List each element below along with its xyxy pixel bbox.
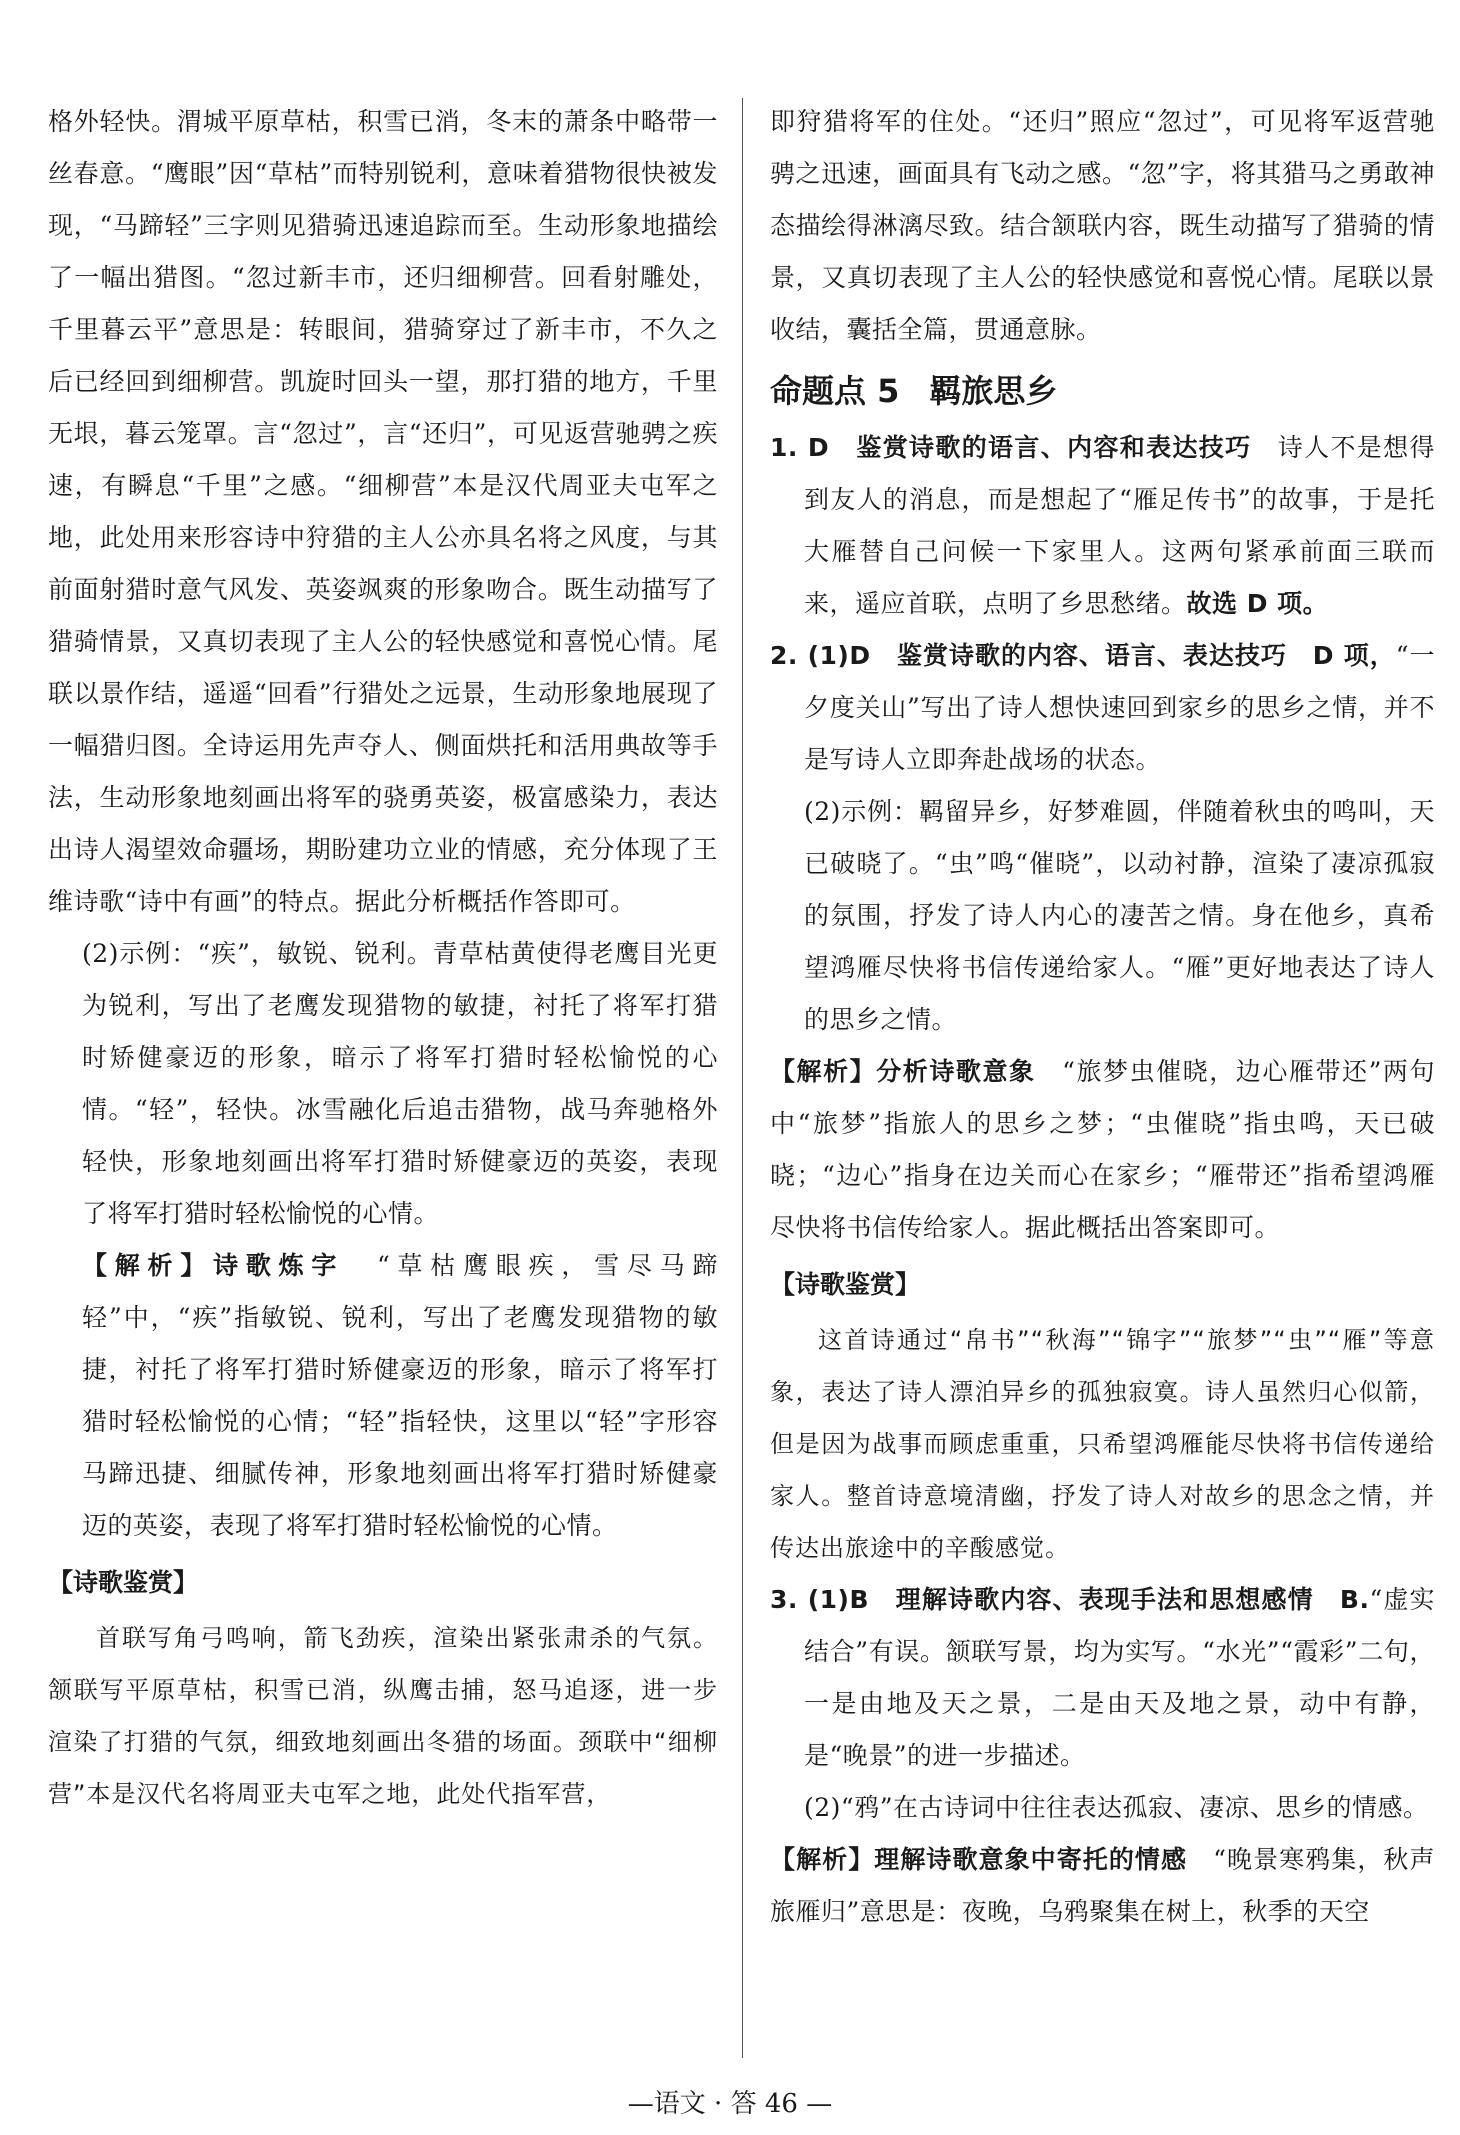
q2-analysis-tag: 【解析】分析诗歌意象 xyxy=(770,1057,1036,1086)
q2-analysis xyxy=(770,1046,1435,1254)
analysis-text: “草枯鹰眼疾，雪尽马蹄轻”中，“疾”指敏锐、锐利，写出了老鹰发现猎物的敏捷，衬托了将军打猎时矫健豪迈的形象，暗示了将军打猎时轻松愉悦的心情；“轻”指轻快，这里以“轻”字形容马蹄迅捷、细腻传神，形象地刻画出将军打猎时矫健豪迈的英姿，表现了将军打猎时轻松愉悦的心情。 xyxy=(82,1251,718,1540)
q3-analysis-tag: 【解析】理解诗歌意象中寄托的情感 xyxy=(770,1845,1188,1874)
q3-heading: 3. (1)B 理解诗歌内容、表现手法和思想感情 xyxy=(770,1585,1314,1614)
q3-option: B. xyxy=(1339,1585,1370,1614)
appreciation-heading: 【诗歌鉴赏】 xyxy=(48,1568,199,1597)
q3-analysis xyxy=(770,1834,1435,1938)
q1-conclusion: 故选 D 项。 xyxy=(1186,589,1329,618)
question-1 xyxy=(770,422,1435,630)
analysis-note xyxy=(48,1240,718,1552)
answer-example: (2)示例：“疾”，敏锐、锐利。青草枯黄使得老鹰目光更为锐利，写出了老鹰发现猎物的敏捷，衬托了将军打猎时矫健豪迈的形象，暗示了将军打猎时轻松愉悦的心情。“轻”，轻快。冰雪融化后追击猎物，战马奔驰格外轻快，形象地刻画出将军打猎时矫健豪迈的英姿，表现了将军打猎时轻松愉悦的心情。 xyxy=(82,939,718,1228)
topic-heading xyxy=(770,360,1435,422)
q1-text: 诗人不是想得到友人的消息，而是想起了“雁足传书”的故事，于是托大雁替自己问候一下家里人。这两句紧承前面三联而来，遥应首联，点明了乡思愁绪。 xyxy=(804,433,1435,618)
q2-heading: 2. (1)D 鉴赏诗歌的内容、语言、表达技巧 xyxy=(770,641,1287,670)
q3-part2: (2)“鸦”在古诗词中往往表达孤寂、凄凉、思乡的情感。 xyxy=(804,1793,1429,1822)
topic-number: 命题点 5 xyxy=(770,372,900,410)
q3-analysis-text: “晚景寒鸦集，秋声旅雁归”意思是：夜晚，乌鸦聚集在树上，秋季的天空 xyxy=(770,1845,1435,1926)
page-footer: —语文 · 答 46 — xyxy=(627,2089,833,2119)
q2-analysis-text: “旅梦虫催晓，边心雁带还”两句中“旅梦”指旅人的思乡之梦；“虫催晓”指虫鸣，天已破晓；“边心”指身在边关而心在家乡；“雁带还”指希望鸿雁尽快将书信传给家人。据此概括出答案即可。 xyxy=(770,1057,1435,1242)
q3-text: “虚实结合”有误。颔联写景，均为实写。“水光”“霞彩”二句，一是由地及天之景，二是由天及地之景，动中有静，是“晚景”的进一步描述。 xyxy=(804,1585,1435,1770)
appreciation-text: 首联写角弓鸣响，箭飞劲疾，渲染出紧张肃杀的气氛。颔联写平原草枯，积雪已消，纵鹰击捕，怒马追逐，进一步渲染了打猎的气氛，细致地刻画出冬猎的场面。颈联中“细柳营”本是汉代名将周亚夫屯军之地，此处代指军营， xyxy=(48,1624,718,1808)
left-column xyxy=(48,96,718,1820)
q2-option: D 项， xyxy=(1312,641,1396,670)
column-divider xyxy=(742,98,743,2058)
topic-title: 羁旅思乡 xyxy=(929,372,1058,410)
question-2 xyxy=(770,630,1435,786)
question-3 xyxy=(770,1574,1435,1782)
appreciation-heading-2: 【诗歌鉴赏】 xyxy=(770,1270,921,1299)
right-column xyxy=(770,96,1435,1938)
q2-text: “一夕度关山”写出了诗人想快速回到家乡的思乡之情，并不是写诗人立即奔赴战场的状态。 xyxy=(804,641,1435,774)
appreciation-text-2: 这首诗通过“帛书”“秋海”“锦字”“旅梦”“虫”“雁”等意象，表达了诗人漂泊异乡的孤独寂寞。诗人虽然归心似箭，但是因为战事而顾虑重重，只希望鸿雁能尽快将书信传递给家人。整首诗意境清幽，抒发了诗人对故乡的思念之情，并传达出旅途中的辛酸感觉。 xyxy=(770,1326,1435,1562)
analysis-tag: 【解析】诗歌炼字 xyxy=(82,1251,345,1280)
continued-paragraph: 即狩猎将军的住处。“还归”照应“忽过”，可见将军返营驰骋之迅速，画面具有飞动之感。“忽”字，将其猎马之勇敢神态描绘得淋漓尽致。结合颔联内容，既生动描写了猎骑的情景，又真切表现了主人公的轻快感觉和喜悦心情。尾联以景收结，囊括全篇，贯通意脉。 xyxy=(770,107,1435,344)
q1-heading: 1. D 鉴赏诗歌的语言、内容和表达技巧 xyxy=(770,433,1252,462)
q2-example: (2)示例：羁留异乡，好梦难圆，伴随着秋虫的鸣叫，天已破晓了。“虫”鸣“催晓”，以动衬静，渲染了凄凉孤寂的氛围，抒发了诗人内心的凄苦之情。身在他乡，真希望鸿雁尽快将书信传递给家人。“雁”更好地表达了诗人的思乡之情。 xyxy=(804,797,1435,1034)
analysis-paragraph: 格外轻快。渭城平原草枯，积雪已消，冬末的萧条中略带一丝春意。“鹰眼”因“草枯”而特别锐利，意味着猎物很快被发现，“马蹄轻”三字则见猎骑迅速追踪而至。生动形象地描绘了一幅出猎图。“忽过新丰市，还归细柳营。回看射雕处，千里暮云平”意思是：转眼间，猎骑穿过了新丰市，不久之后已经回到细柳营。凯旋时回头一望，那打猎的地方，千里无垠，暮云笼罩。言“忽过”，言“还归”，可见返营驰骋之疾速，有瞬息“千里”之感。“细柳营”本是汉代周亚夫屯军之地，此处用来形容诗中狩猎的主人公亦具名将之风度，与其前面射猎时意气风发、英姿飒爽的形象吻合。既生动描写了猎骑情景，又真切表现了主人公的轻快感觉和喜悦心情。尾联以景作结，遥遥“回看”行猎处之远景，生动形象地展现了一幅猎归图。全诗运用先声夺人、侧面烘托和活用典故等手法，生动形象地刻画出将军的骁勇英姿，极富感染力，表达出诗人渴望效命疆场，期盼建功立业的情感，充分体现了王维诗歌“诗中有画”的特点。据此分析概括作答即可。 xyxy=(48,107,718,916)
